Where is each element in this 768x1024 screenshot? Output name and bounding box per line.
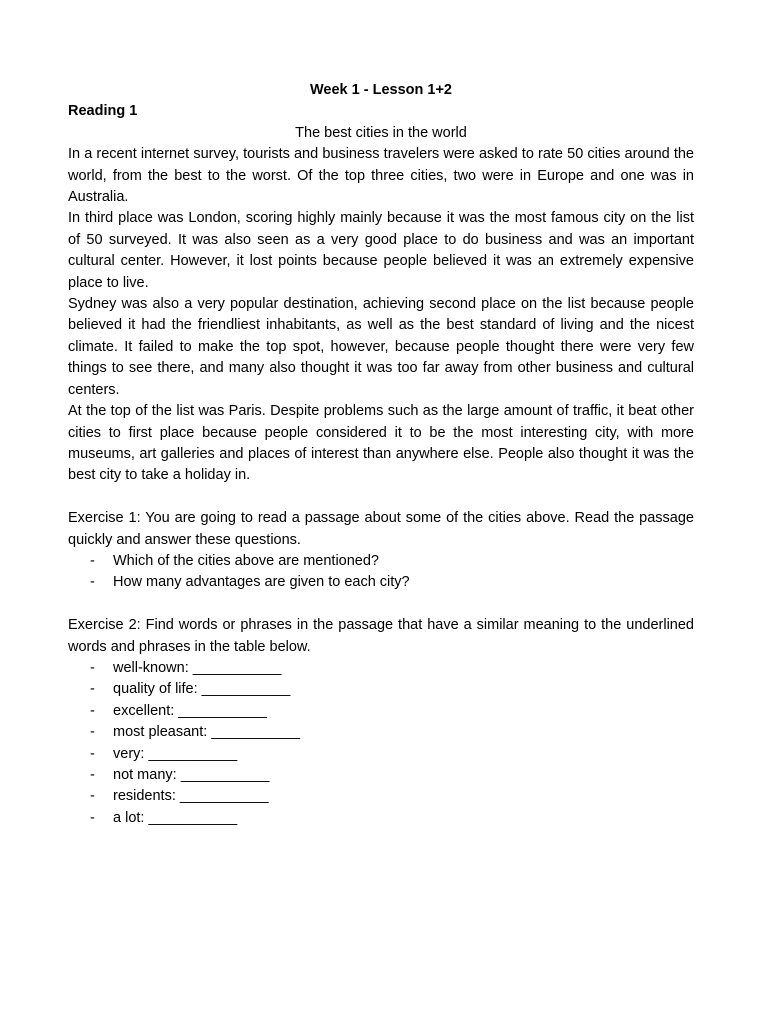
- list-item: [68, 701, 694, 722]
- exercise-2-instruction: Exercise 2: Find words or phrases in the passage that have a similar meaning to the underlined words and phrases in the table below.: [68, 617, 694, 655]
- dash-bullet: -: [90, 574, 95, 591]
- vocab-item: quality of life: ___________: [113, 681, 291, 698]
- spacer: [68, 487, 694, 508]
- list-item: [68, 679, 694, 700]
- dash-bullet: -: [90, 702, 95, 719]
- exercise-1-questions: [68, 551, 694, 594]
- exercise-2: [68, 615, 694, 829]
- document-page: [68, 80, 694, 829]
- section-label: Reading 1: [68, 103, 138, 120]
- dash-bullet: -: [90, 724, 95, 741]
- list-item: [68, 722, 694, 743]
- reading-title: The best cities in the world: [295, 124, 467, 141]
- list-item: [68, 765, 694, 786]
- list-item: [68, 658, 694, 679]
- vocab-item: excellent: ___________: [113, 702, 267, 719]
- list-item: [68, 744, 694, 765]
- dash-bullet: -: [90, 788, 95, 805]
- dash-bullet: -: [90, 766, 95, 783]
- passage-paragraph-4: At the top of the list was Paris. Despite problems such as the large amount of traffic, it beat other cities to first place because people considered it to be the most interesting city, with more museums, art galleries and places of interest than anywhere else. People also thought it was the best city to take a holiday in.: [68, 403, 694, 484]
- spacer: [68, 594, 694, 615]
- exercise-2-items: [68, 658, 694, 829]
- dash-bullet: -: [90, 745, 95, 762]
- question-text: How many advantages are given to each city?: [113, 574, 410, 591]
- list-item: [68, 551, 694, 572]
- passage-paragraph-3: Sydney was also a very popular destination, achieving second place on the list because people believed it had the friendliest inhabitants, as well as the best standard of living and the nicest climate. It failed to make the top spot, however, because people thought there were very few things to see there, and many also thought it was too far away from other business and cultural centers.: [68, 296, 694, 398]
- list-item: [68, 808, 694, 829]
- list-item: [68, 572, 694, 593]
- dash-bullet: -: [90, 659, 95, 676]
- page-title: Week 1 - Lesson 1+2: [310, 82, 452, 98]
- dash-bullet: -: [90, 552, 95, 569]
- passage-paragraph-2: In third place was London, scoring highly mainly because it was the most famous city on the list of 50 surveyed. It was also seen as a very good place to do business and was an important cultural center. However, it lost points because people believed it was an extremely expensive place to live.: [68, 210, 694, 291]
- exercise-1-instruction: Exercise 1: You are going to read a passage about some of the cities above. Read the passage quickly and answer these questions.: [68, 510, 694, 548]
- vocab-item: most pleasant: ___________: [113, 724, 301, 741]
- dash-bullet: -: [90, 681, 95, 698]
- vocab-item: a lot: ___________: [113, 809, 238, 826]
- vocab-item: well-known: ___________: [113, 659, 282, 676]
- list-item: [68, 786, 694, 807]
- dash-bullet: -: [90, 809, 95, 826]
- vocab-item: residents: ___________: [113, 788, 269, 805]
- passage-paragraph-1: In a recent internet survey, tourists and business travelers were asked to rate 50 cities around the world, from the best to the worst. Of the top three cities, two were in Europe and one was in Australia.: [68, 146, 694, 206]
- question-text: Which of the cities above are mentioned?: [113, 552, 379, 569]
- vocab-item: very: ___________: [113, 745, 238, 762]
- exercise-1: [68, 508, 694, 594]
- vocab-item: not many: ___________: [113, 766, 270, 783]
- reading-passage: [68, 144, 694, 487]
